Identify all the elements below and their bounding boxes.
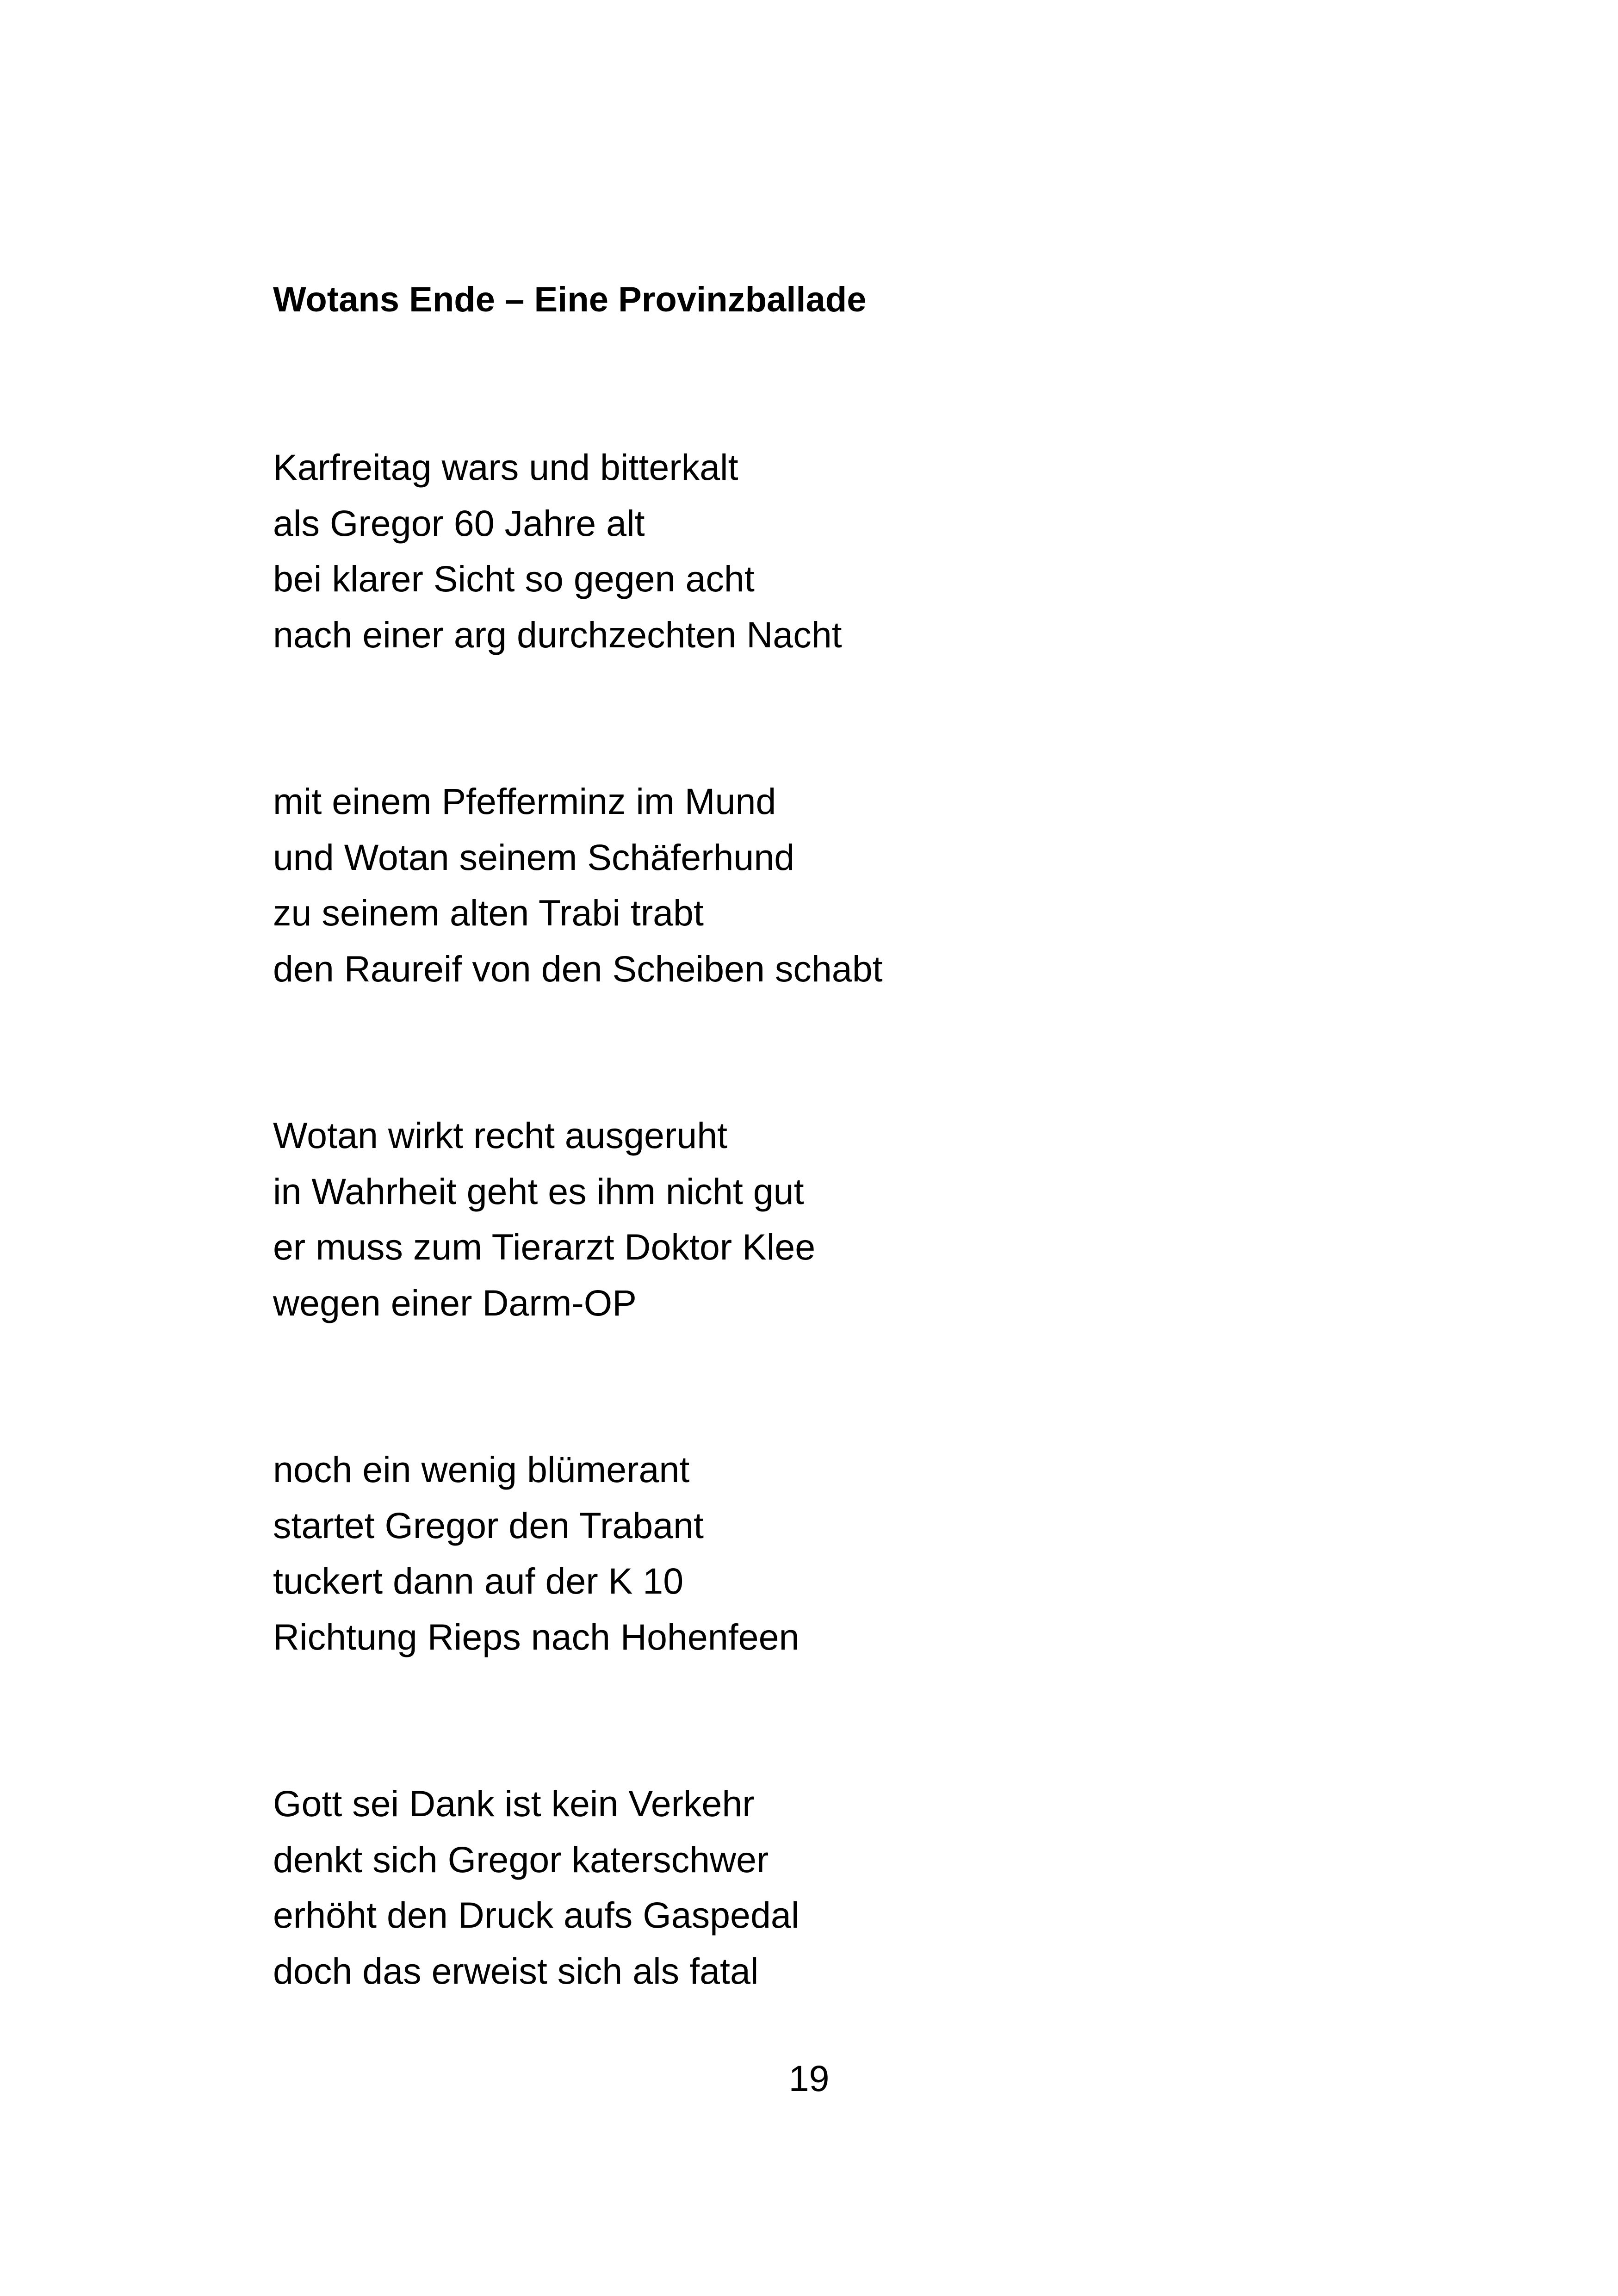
page-number: 19 (788, 2058, 830, 2099)
stanza-5 (273, 1776, 1383, 1999)
poem-line: denkt sich Gregor katerschwer (273, 1838, 769, 1880)
poem-body (273, 440, 1383, 2110)
poem-line: startet Gregor den Trabant (273, 1504, 704, 1546)
poem-line: und Wotan seinem Schäferhund (273, 836, 795, 878)
poem-line: bei klarer Sicht so gegen acht (273, 558, 755, 599)
stanza-4 (273, 1442, 1383, 1665)
poem-title: Wotans Ende – Eine Provinzballade (273, 280, 867, 319)
poem-line: zu seinem alten Trabi trabt (273, 892, 704, 933)
poem-line: doch das erweist sich als fatal (273, 1950, 759, 1992)
poem-line: Karfreitag wars und bitterkalt (273, 447, 738, 488)
stanza-3 (273, 1108, 1383, 1331)
poem-line: mit einem Pfefferminz im Mund (273, 781, 776, 822)
poem-line: erhöht den Druck aufs Gaspedal (273, 1894, 800, 1936)
stanza-1 (273, 440, 1383, 663)
poem-line: als Gregor 60 Jahre alt (273, 502, 645, 544)
poem-line: Richtung Rieps nach Hohenfeen (273, 1616, 800, 1657)
poem-line: wegen einer Darm-OP (273, 1282, 637, 1323)
poem-line: in Wahrheit geht es ihm nicht gut (273, 1170, 804, 1212)
poem-line: tuckert dann auf der K 10 (273, 1560, 684, 1601)
poem-line: Gott sei Dank ist kein Verkehr (273, 1783, 755, 1824)
poem-line: den Raureif von den Scheiben schabt (273, 948, 883, 989)
poem-line: noch ein wenig blümerant (273, 1449, 690, 1490)
poem-line: nach einer arg durchzechten Nacht (273, 614, 842, 655)
poem-line: Wotan wirkt recht ausgeruht (273, 1115, 728, 1156)
stanza-2 (273, 774, 1383, 997)
poem-line: er muss zum Tierarzt Doktor Klee (273, 1226, 816, 1267)
